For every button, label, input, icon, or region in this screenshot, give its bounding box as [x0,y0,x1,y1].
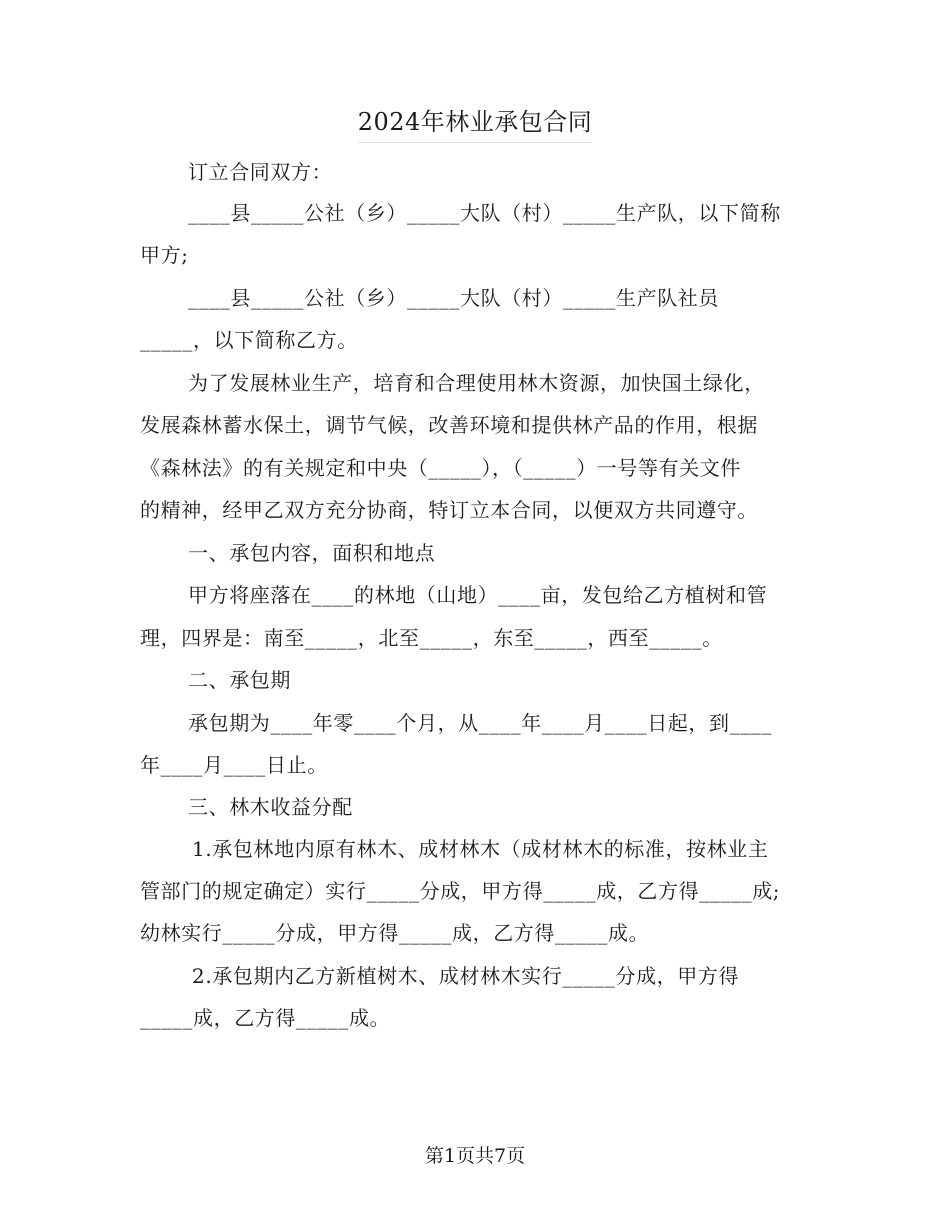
section-heading-3: 三、林木收益分配 [188,795,353,819]
text-line-section1-1: 甲方将座落在____的林地（山地）____亩，发包给乙方植树和管 [188,583,768,607]
title-underline [358,142,592,143]
text-line-purpose-1: 为了发展林业生产，培育和合理使用林木资源，加快国土绿化， [188,371,765,395]
text-line-section3-2: 管部门的规定确定）实行_____分成，甲方得_____成，乙方得_____成; [140,879,781,903]
text-line-purpose-2: 发展森林蓄水保土，调节气候，改善环境和提供林产品的作用，根据 [140,413,758,437]
page-number-footer: 第1页共7页 [424,1145,526,1167]
text-line-section2-2: 年____月____日止。 [140,753,328,777]
text-line-section3-3: 幼林实行_____分成，甲方得_____成，乙方得_____成。 [140,921,650,945]
section-heading-1: 一、承包内容，面积和地点 [188,541,436,565]
text-line-party-a: ____县_____公社（乡）_____大队（村）_____生产队，以下简称 [188,201,781,225]
text-line-parties-heading: 订立合同双方： [188,160,333,184]
text-line-section1-2: 理，四界是：南至_____，北至_____，东至_____，西至_____。 [140,626,723,650]
text-line-section3-5: _____成，乙方得_____成。 [140,1006,391,1030]
text-line-section3-1: 1.承包林地内原有林木、成材林木（成材林木的标准，按林业主 [192,837,769,861]
document-title: 2024年林业承包合同 [357,108,593,136]
text-line-section2-1: 承包期为____年零____个月，从____年____月____日起，到____ [188,711,772,735]
text-line-purpose-3: 《森林法》的有关规定和中央（_____），（_____）一号等有关文件 [140,456,741,480]
text-line-purpose-4: 的精神，经甲乙双方充分协商，特订立本合同，以便双方共同遵守。 [140,498,758,522]
text-line-party-b: ____县_____公社（乡）_____大队（村）_____生产队社员 [188,286,719,310]
text-line-party-a-cont: 甲方; [140,243,189,267]
text-line-section3-4: 2.承包期内乙方新植树木、成材林木实行_____分成，甲方得 [192,964,740,988]
section-heading-2: 二、承包期 [188,668,291,692]
text-line-party-b-cont: _____，以下简称乙方。 [140,328,358,352]
